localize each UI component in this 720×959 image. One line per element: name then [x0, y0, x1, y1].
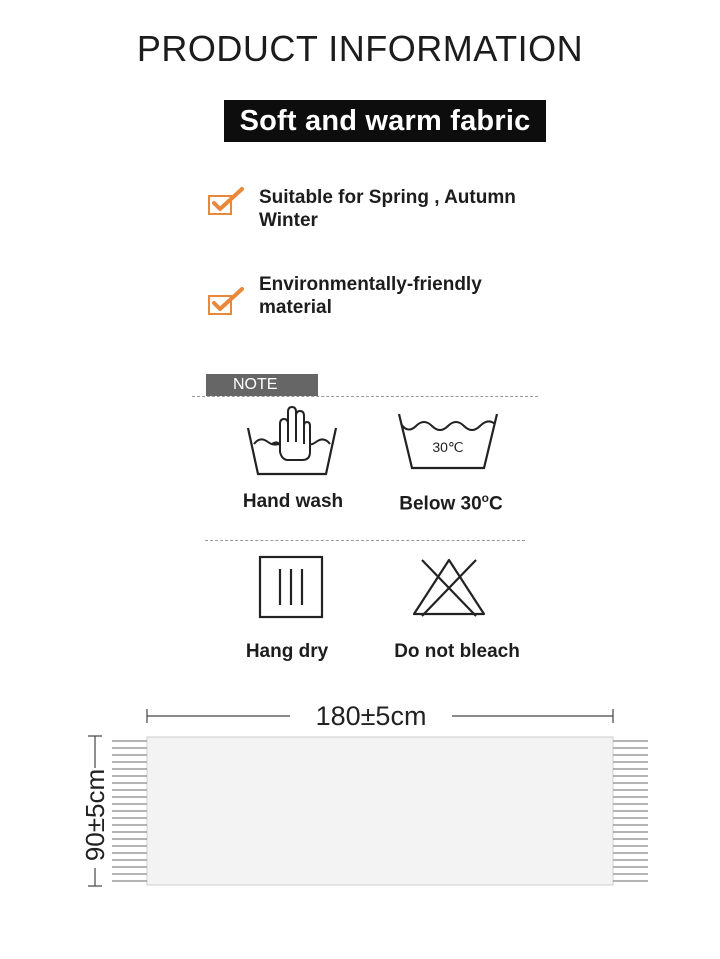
orange-check-icon	[207, 186, 245, 216]
width-label: 90±5cm	[80, 768, 110, 862]
feature-text: Suitable for Spring , Autumn Winter	[259, 187, 516, 231]
do-not-bleach-icon	[410, 556, 488, 618]
size-diagram	[0, 690, 720, 959]
hang-dry-icon	[258, 555, 324, 619]
divider	[205, 540, 525, 541]
care-label-below-30c: Below 30$^o$C	[399, 491, 503, 515]
scarf-body	[147, 737, 613, 885]
care-label-hang-dry: Hang dry	[245, 641, 329, 662]
care-label-do-not-bleach: Do not bleach	[394, 641, 520, 662]
wash-30c-icon	[396, 410, 500, 472]
divider	[192, 396, 538, 397]
feature-banner: Soft and warm fabric	[224, 100, 546, 142]
orange-check-icon	[207, 286, 245, 316]
page-title: PRODUCT INFORMATION	[136, 28, 584, 69]
wash-temperature-text: 30℃	[432, 439, 464, 455]
fringe-left	[112, 741, 147, 881]
care-label-hand-wash: Hand wash	[242, 491, 344, 512]
hand-wash-icon	[244, 404, 340, 478]
feature-text: Environmentally-friendly material	[259, 274, 482, 318]
note-tag: NOTE	[206, 374, 318, 396]
length-label: 180±5cm	[315, 701, 427, 731]
fringe-right	[613, 741, 648, 881]
